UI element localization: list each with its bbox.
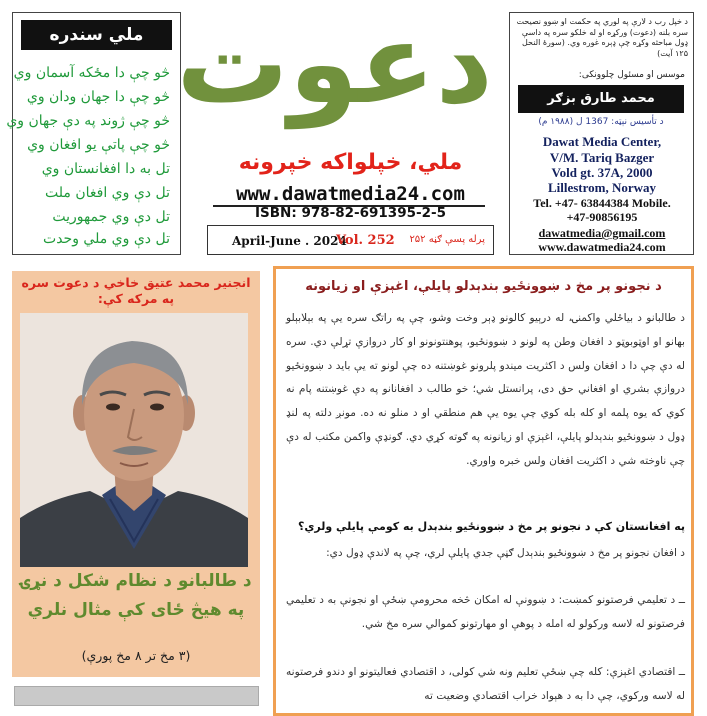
anthem-line: تل دې وي افغان ملت <box>45 185 170 201</box>
email-link[interactable]: dawatmedia@gmail.com <box>538 226 666 240</box>
issue-date: April-June . 2024 <box>232 234 347 248</box>
web-link[interactable]: www.dawatmedia24.com <box>538 240 666 254</box>
anthem-line: څو چې ژوند په دې جهان وي <box>6 113 170 129</box>
anthem-line: تل به دا افغانستان وي <box>41 161 170 177</box>
dawat-logo: دعوت <box>176 0 493 129</box>
publisher-info-box <box>509 12 694 255</box>
address-line: Lillestrom, Norway <box>547 180 657 195</box>
isbn: ISBN: 978-82-691395-2-5 <box>255 205 446 221</box>
national-anthem-title: ملي سندره <box>21 20 172 50</box>
interviewee-photo <box>20 313 248 567</box>
founder-name: محمد طارق بزګر <box>518 85 684 113</box>
anthem-line: تل دې وي جمهوریت <box>52 209 170 225</box>
article-title: د نجونو پر مخ د ښوونځیو بندېدلو پایلې، اغېزې او زیانونه <box>305 279 662 294</box>
anthem-line: څو چې دا جهان ودان وي <box>26 89 170 105</box>
anthem-line: تل دې وي ملي وحدت <box>43 231 170 247</box>
issue-volume: Vol. 252 <box>336 233 395 248</box>
address-line: V/M. Tariq Bazger <box>549 150 655 165</box>
article-paragraph: د افغان نجونو پر مخ د ښوونځیو بندېدل ګڼې جدي پایلې لري، چې په لاندې ډول دي: <box>326 547 685 559</box>
article-paragraph: ــ د تعلیمي فرصتونو کمښت: د ښوونې له امکان څخه محرومې ښځې او نجونې به د تعلیمي فرصتونو له لاسه ورکولو له امله د پوهې او مهارتونو کموالي سره مخ شي. <box>286 594 685 630</box>
mobile: +47-90856195 <box>566 210 638 224</box>
interview-headline-line-1: د طالبانو د نظام شکل د نړۍ <box>20 571 252 591</box>
issue-number: پرله پسې ګڼه ۲۵۲ <box>409 234 485 245</box>
interview-intro: انجنیر محمد عتیق خاخي د دعوت سره په مرکه کې: <box>21 275 251 306</box>
article-paragraph: د طالبانو د بیاځلي واکمنۍ، له درېیو کالونو ډېر وخت وشو، چې په راتګ سره یې په بېلابېلو بهانو او اوټوبوټو د افغان وطن په لونو د ښوونځیو، پوهنتونونو او کار دروازې تړلې دي. سره له دې چې دا د افغان ولس د اکثریت میندو پلرونو غوښتنه ده چې لونو ته یې باید د ښوونځیو دروازې بشري او افغاني حق دی، پرانستل شي؛ خو طالب د افغانانو په دې غوښتنه پام نه کوي که یوه پلمه او کله بله کوي چې یوه یې هم منطقي او د منلو نه ده. مونږ دلته په لنډ ډول د ښوونځیو بندېدلو پایلې، اغېزې او زیانونه په ګوته کړي دي. ګونډې واکمن مکتب له دې چې ناوخته شي د اکثریت افغان ولس خبره واوري. <box>286 312 685 467</box>
issue-info-box <box>207 225 494 255</box>
anthem-line: څو چې دا مځکه آسمان وي <box>13 65 170 81</box>
main-article <box>273 266 694 716</box>
interview-headline-line-2: په هیڅ ځای کې مثال نلري <box>27 600 245 620</box>
founder-label: موسس او مسئول چلوونکی: <box>578 70 685 80</box>
national-anthem-box <box>6 12 181 255</box>
interview-panel <box>12 271 260 677</box>
pages-note: (۳ مخ تر ۸ مخ پورې) <box>81 648 191 663</box>
website-link[interactable]: www.dawatmedia24.com <box>236 183 465 205</box>
article-paragraph: ــ اقتصادي اغېزې: کله چې ښځې تعلیم ونه شي کولی، د اقتصادي فعالیتونو او دندو فرصتونه له لاسه ورکوي، چې دا به د هېواد خراب اقتصادي وضعیت ته <box>286 666 685 702</box>
phone: Tel. +47- 63844384 Mobile. <box>533 196 671 210</box>
article-question: په افغانستان کې د نجونو پر مخ د ښوونځیو بندېدل به کومې پایلې ولري؟ <box>297 520 685 533</box>
address-line: Dawat Media Center, <box>542 134 662 149</box>
founded-date: د تأسیس نېټه: 1367 ل (۱۹۸۸ م) <box>538 117 664 127</box>
interview-headline <box>18 567 254 625</box>
masthead-subtitle: ملي، خپلواکه خپرونه <box>238 150 463 175</box>
next-article-thumbnail[interactable] <box>14 686 259 706</box>
address-line: Vold gt. 37A, 2000 <box>551 165 653 180</box>
quran-motto: د خپل رب د لارې په لوري په حکمت او ښوو نصیحت سره بلنه (دعوت) ورکړه او له خلکو سره په داسې ډول مباحثه وکړه چې ډېره غوره وي. (سورۀ النحل ۱۲۵ آیت) <box>516 17 688 58</box>
anthem-line: څو چې پاتې یو افغان وي <box>27 137 170 153</box>
